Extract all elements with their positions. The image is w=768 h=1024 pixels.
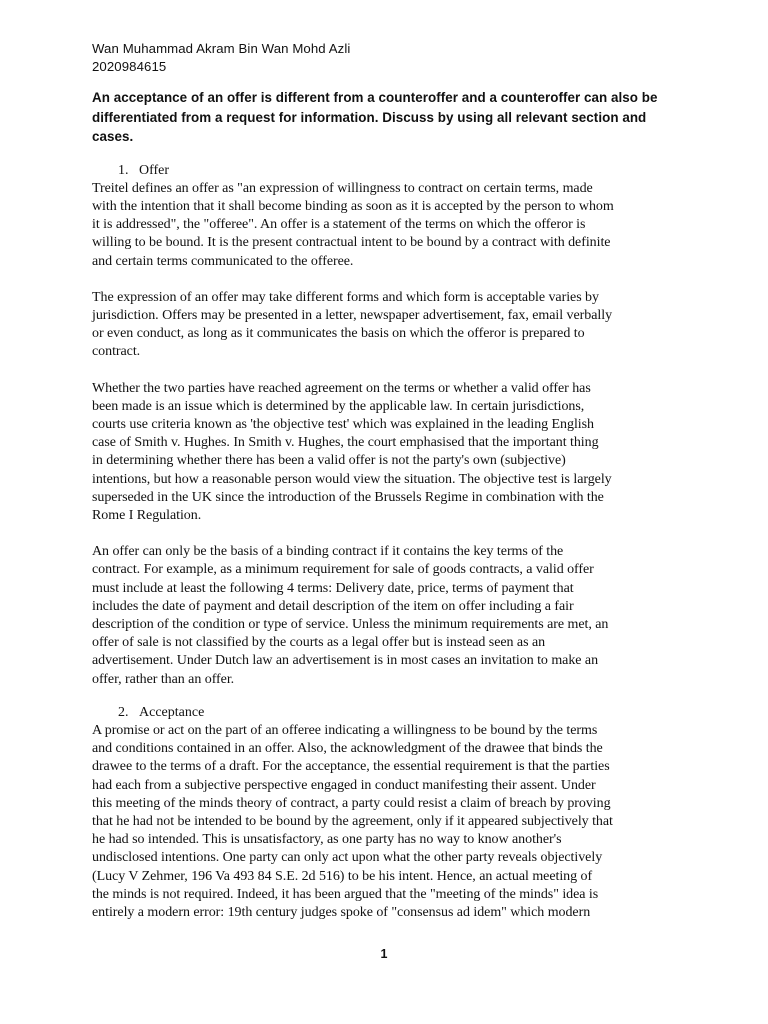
text-line: or even conduct, as long as it communicates the basis on which the offeror is prepared to [92, 326, 585, 342]
section-heading-offer [92, 162, 682, 180]
text-line: superseded in the UK since the introduction of the Brussels Regime in combination with the [92, 489, 604, 505]
text-line: must include at least the following 4 terms: Delivery date, price, terms of payment that [92, 580, 574, 596]
text-line: case of Smith v. Hughes. In Smith v. Hughes, the court emphasised that the important thing [92, 435, 599, 451]
text-line: the minds is not required. Indeed, it has been argued that the "meeting of the minds" idea is [92, 886, 599, 902]
text-line: Whether the two parties have reached agreement on the terms or whether a valid offer has [92, 380, 591, 396]
text-line: been made is an issue which is determined by the applicable law. In certain jurisdictions, [92, 398, 585, 414]
text-line: with the intention that it shall become binding as soon as it is accepted by the person to whom [92, 198, 614, 214]
text-line: offer, rather than an offer. [92, 671, 235, 687]
text-line: and certain terms communicated to the offeree. [92, 253, 354, 269]
page-number: 1 [380, 947, 388, 961]
essay-question [92, 88, 682, 147]
section-number: 2. [118, 704, 129, 720]
text-line: The expression of an offer may take different forms and which form is acceptable varies by [92, 289, 599, 305]
text-line: this meeting of the minds theory of contract, a party could resist a claim of breach by proving [92, 795, 611, 811]
text-line: Rome I Regulation. [92, 507, 202, 523]
text-line: description of the condition or type of service. Unless the minimum requirements are met, an [92, 616, 609, 632]
text-line: that he had not be intended to be bound by the agreement, only if it appeared subjectively that [92, 814, 613, 829]
paragraph [92, 722, 682, 922]
section-heading-acceptance [92, 704, 682, 722]
text-line: intentions, but how a reasonable person would view the situation. The objective test is largely [92, 471, 612, 487]
question-line: differentiated from a request for information. Discuss by using all relevant section and [92, 109, 647, 125]
paragraph [92, 180, 682, 271]
section-title: Acceptance [139, 704, 205, 720]
text-line: contract. For example, as a minimum requirement for sale of goods contracts, a valid offer [92, 562, 594, 578]
text-line: (Lucy V Zehmer, 196 Va 493 84 S.E. 2d 516) to be his intent. Hence, an actual meeting of [92, 868, 593, 884]
text-line: advertisement. Under Dutch law an advertisement is in most cases an invitation to make an [92, 653, 599, 669]
text-line: offer of sale is not classified by the courts as a legal offer but is instead seen as an [92, 635, 546, 651]
text-line: in determining whether there has been a valid offer is not the party's own (subjective) [92, 453, 566, 469]
section-number: 1. [118, 162, 129, 178]
text-line: it is addressed", the "offeree". An offer is a statement of the terms on which the offeror is [92, 217, 586, 233]
paragraph [92, 289, 682, 362]
text-line: courts use criteria known as 'the objective test' which was explained in the leading English [92, 416, 594, 432]
text-line: had each from a subjective perspective engaged in conduct manifesting their assent. Under [92, 777, 596, 793]
text-line: contract. [92, 344, 141, 360]
section-title: Offer [139, 162, 170, 178]
text-line: and conditions contained in an offer. Also, the acknowledgment of the drawee that binds the [92, 741, 603, 757]
text-line: he had so intended. This is unsatisfactory, as one party has no way to know another's [92, 832, 562, 848]
question-line: An acceptance of an offer is different from a counteroffer and a counteroffer can also be [92, 90, 658, 105]
text-line: An offer can only be the basis of a binding contract if it contains the key terms of the [92, 544, 564, 560]
paragraph [92, 543, 682, 689]
text-line: willing to be bound. It is the present contractual intent to be bound by a contract with definite [92, 235, 611, 251]
text-line: includes the date of payment and detail description of the item on offer including a fair [92, 598, 574, 614]
text-line: undisclosed intentions. One party can only act upon what the other party reveals objectively [92, 850, 603, 866]
text-line: entirely a modern error: 19th century judges spoke of "consensus ad idem" which modern [92, 905, 591, 921]
question-line: cases. [92, 129, 134, 144]
student-id: 2020984615 [92, 59, 167, 74]
text-line: drawee to the terms of a draft. For the acceptance, the essential requirement is that the parties [92, 759, 610, 775]
text-line: jurisdiction. Offers may be presented in a letter, newspaper advertisement, fax, email verbally [92, 307, 613, 323]
text-line: Treitel defines an offer as "an expression of willingness to contract on certain terms, made [92, 180, 593, 196]
paragraph [92, 380, 682, 526]
document-page [92, 40, 682, 922]
author-name: Wan Muhammad Akram Bin Wan Mohd Azli [92, 41, 351, 56]
text-line: A promise or act on the part of an offeree indicating a willingness to be bound by the terms [92, 722, 598, 738]
